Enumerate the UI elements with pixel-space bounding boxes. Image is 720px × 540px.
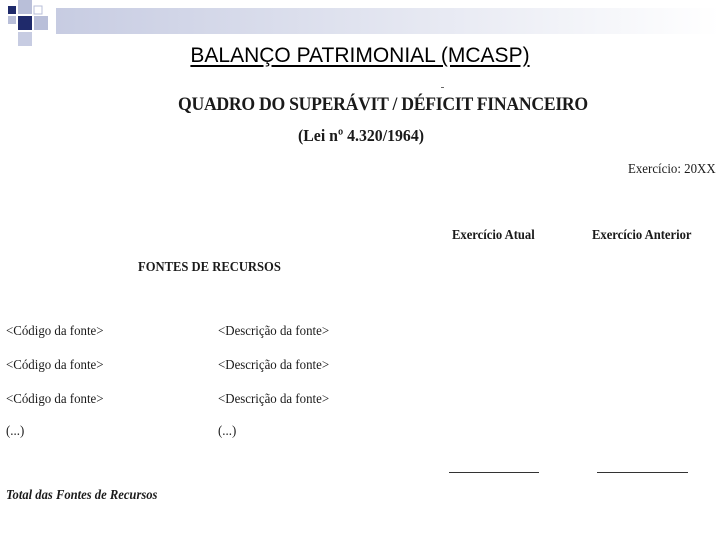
slide-title: BALANÇO PATRIMONIAL (MCASP) <box>190 44 530 67</box>
document-subheading: (Lei nº 4.320/1964) <box>298 126 424 145</box>
source-description: <Descrição da fonte> <box>218 324 330 339</box>
section-title: FONTES DE RECURSOS <box>138 260 281 275</box>
document-heading: QUADRO DO SUPERÁVIT / DÉFICIT FINANCEIRO <box>178 94 588 115</box>
column-header-current: Exercício Atual <box>452 228 535 243</box>
column-header-previous: Exercício Anterior <box>592 228 692 243</box>
decorative-header-pattern <box>0 0 720 48</box>
source-code: <Código da fonte> <box>6 324 104 339</box>
scan-mark <box>441 87 444 88</box>
source-description-ellipsis: (...) <box>218 424 237 439</box>
total-line-current <box>449 472 539 473</box>
source-description: <Descrição da fonte> <box>218 392 330 407</box>
source-code-ellipsis: (...) <box>6 424 25 439</box>
total-label: Total das Fontes de Recursos <box>6 488 158 503</box>
source-code: <Código da fonte> <box>6 358 104 373</box>
source-description: <Descrição da fonte> <box>218 358 330 373</box>
exercise-label: Exercício: 20XX <box>628 162 716 177</box>
total-line-previous <box>597 472 688 473</box>
source-code: <Código da fonte> <box>6 392 104 407</box>
